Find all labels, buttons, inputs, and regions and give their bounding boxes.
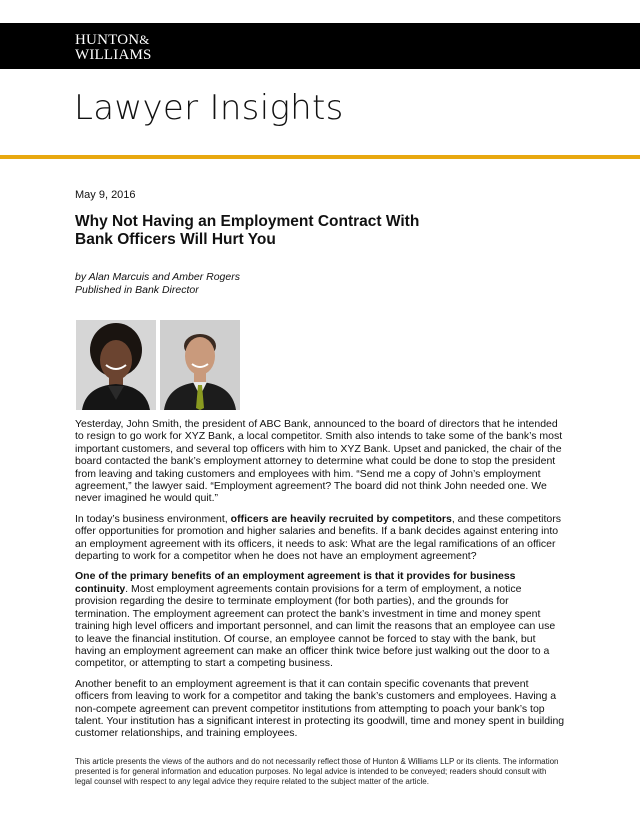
article-body — [75, 418, 565, 748]
firm-logo — [75, 32, 152, 63]
paragraph-2-end: , and these competitors offer opportunities for promotion and higher salaries and benefits. If a bank decides against entering into an employment agreement with its officers, it needs to ask: What are the legal ramifications of an officer departing to work for a competitor when he does not have an employment agreement? — [75, 512, 561, 563]
paragraph-3-end: . Most employment agreements contain provisions for a term of employment, a notice provision regarding the desire to terminate employment (for both parties), and the grounds for termination. The employment agreement can protect the bank’s investment in time and money spent training high level officers and important personnel, and can limit the reasons that an employee can use to leave the financial institution. Of course, an employee cannot be forced to stay with the bank, but having an employment agreement can make an officer think twice before just walking out the door to a competitor, or attempting to start a competing business. — [75, 582, 556, 670]
paragraph-2-emphasis: officers are heavily recruited by competitors — [230, 512, 452, 525]
byline — [75, 271, 240, 297]
title-line-1: Why Not Having an Employment Contract With — [75, 213, 420, 230]
paragraph-3 — [75, 570, 565, 669]
gold-divider — [0, 155, 640, 159]
byline-authors: by Alan Marcuis and Amber Rogers — [75, 271, 240, 283]
logo-ampersand: & — [139, 32, 150, 47]
title-line-2: Bank Officers Will Hurt You — [75, 231, 276, 248]
byline-publication: Published in Bank Director — [75, 284, 199, 296]
paragraph-1: Yesterday, John Smith, the president of ABC Bank, announced to the board of directors that he intended to resign to go work for XYZ Bank, a local competitor. Smith also intends to take some of the bank’s most important customers, and several top officers with him to XYZ Bank. Upset and panicked, the chair of the board contacted the bank’s employment attorney to determine what could be done to stop the president from leaving and taking customers and employees with him. “Send me a copy of John’s employment agreement,” the lawyer said. “Employment agreement? The board did not think John needed one. We never imagined he would quit.” — [75, 418, 563, 505]
paragraph-2-start: In today’s business environment, — [75, 512, 231, 525]
paragraph-2 — [75, 513, 565, 563]
article-date: May 9, 2016 — [75, 189, 136, 201]
header-bar — [0, 23, 640, 69]
logo-line-2: WILLIAMS — [75, 47, 152, 63]
masthead-title: Lawyer Insights — [74, 88, 344, 128]
logo-line-1: HUNTON — [75, 32, 140, 48]
paragraph-3-emphasis: One of the primary benefits of an employment agreement is that it provides for business continuity — [75, 570, 516, 595]
author-photo-1 — [76, 320, 156, 410]
article-title — [75, 213, 555, 249]
author-photo-2 — [160, 320, 240, 410]
paragraph-4: Another benefit to an employment agreement is that it can contain specific covenants that prevent officers from leaving to work for a competitor and taking the bank’s customers and employees. Having a non-compete agreement can prevent competitor institutions from attempting to poach your bank’s top talent. Your institution has a significant interest in protecting its goodwill, time and money spent in building customer relationships, and training employees. — [75, 677, 565, 740]
disclaimer: This article presents the views of the authors and do not necessarily reflect those of Hunton & Williams LLP or its clients. The information presented is for general information and education purposes. No legal advice is intended to be conveyed; readers should consult with legal counsel with respect to any legal advice they require related to the subject matter of the article. — [75, 757, 559, 786]
